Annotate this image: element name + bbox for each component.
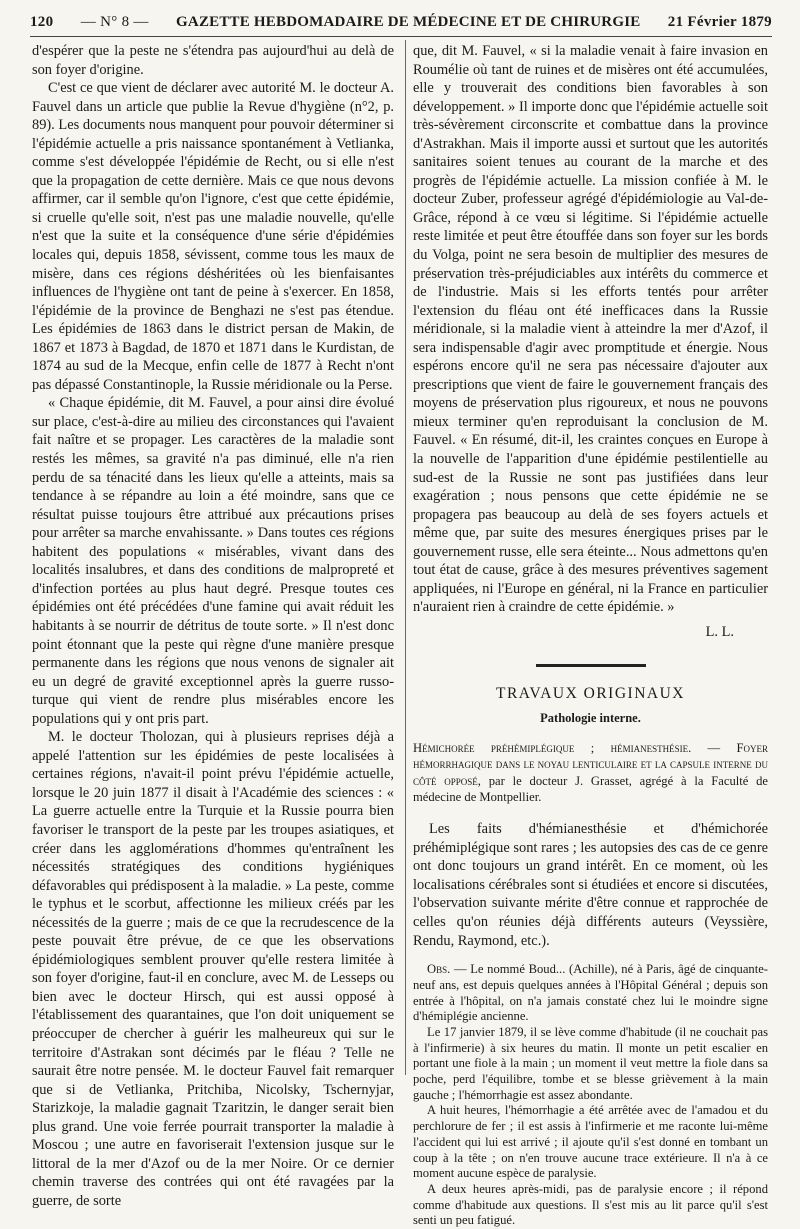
paragraph: C'est ce que vient de déclarer avec autorité M. le docteur A. Fauvel dans un article que publie la Revue d'hygiène (n°2, p. 89). Les documents nous manquent pour pouvoir déterminer si l'épidémie actuelle a pris naissance spontanément à Vetlianka, comme s'est développée l'épidémie de Recht, ou si elle n'est que la propagation de cette dernière. Mais ce que nous devons affirmer, car il semble qu'on l'ignore, c'est que cette épidémie, si cruelle qu'elle soit, n'est pas une maladie nouvelle, qu'elle n'est que la suite et la conséquence d'une série d'épidémies locales qui, depuis 1858, sévissent, comme tous les maux de misère, dans ces régions déshéritées où les bienfaisantes influences de l'hygiène ont tant de peine à s'exercer. En 1858, l'épidémie de la province de Benghazi ne s'est pas étendue. Les épidémies de 1863 dans le district persan de Makin, de 1867 et 1873 à Bagdad, de 1870 et 1871 dans le Kurdistan, de 1874 au sud de la Mecque, enfin celle de 1877 à Recht n'ont pas dépassé Constantinople, la Russie méridionale ou la Perse. <box>32 80 394 393</box>
journal-title: GAZETTE HEBDOMADAIRE DE MÉDECINE ET DE CHIRURGIE <box>176 13 641 30</box>
column-divider <box>405 40 406 1075</box>
right-column <box>413 42 768 1229</box>
issue-number: — N° 8 — <box>80 13 149 30</box>
paragraph: « Chaque épidémie, dit M. Fauvel, a pour ainsi dire évolué sur place, c'est-à-dire au milieu des circonstances qui l'avaient fait naître et se propager. Les caractères de la maladie sont restés les mêmes, sa gravité n'a pas diminué, elle n'a rien perdu de sa ténacité dans les lieux qu'elle a atteints, mais sa tendance à se répandre au loin a été moindre, sans que ce résultat puisse toujours être attribué aux précautions prises pour arrêter sa marche envahissante. » Dans toutes ces régions habitent des populations « misérables, vivant dans des localités insalubres, et dans des conditions de malpropreté et d'infection portées au plus haut degré. Presque toutes ces épidémies ont été précédées d'une famine qui avait réduit les habitants à se nourrir de détritus de toute sorte. » Il n'est donc point étonnant que la peste qui règne d'une manière presque permanente dans les régions que nous venons de signaler ait eu un degré de gravité exceptionnel après la guerre russo-turque qui vient de rendre plus misérables encore les populations qui y ont pris part. <box>32 395 394 727</box>
section-rule <box>536 664 646 667</box>
left-column <box>32 42 394 1210</box>
section-title: TRAVAUX ORIGINAUX <box>496 684 685 702</box>
article-title-caps: Hémichorée préhémiplégique ; hémianesthésie. — Foyer hémorrhagique dans le noyau lenticulaire et la capsule interne du côté opposé, <box>413 740 768 788</box>
running-header <box>30 8 772 37</box>
article-author: par le docteur J. Grasset, agrégé à la Faculté de médecine de Montpellier. <box>413 773 769 805</box>
observation-paragraph: Le 17 janvier 1879, il se lève comme d'habitude (il ne couchait pas à l'infirmerie) à six heures du matin. Il monte un petit escalier en portant une fiole à la main ; un moment il veut mettre la fiole dans sa poche, perd l'équilibre, tombe et se blesse grièvement à la main gauche ; l'hémorrhagie est assez abondante. <box>413 1024 768 1102</box>
observation-block <box>413 962 768 1229</box>
observation-paragraph: A huit heures, l'hémorrhagie a été arrêtée avec de l'amadou et du perchlorure de fer ; il est assis à l'infirmerie et me raconte lui-même l'accident qui lui est arrivé ; il ajoute qu'il s'est donné en tombant un coup à la tête ; on n'en trouve aucune trace extérieure. Il n'a à ce moment aucune espèce de paralysie. <box>413 1103 768 1181</box>
observation-paragraph: A deux heures après-midi, pas de paralysie encore ; il répond comme d'habitude aux questions. Il s'est mis au lit parce qu'il s'est senti un peu fatigué. <box>413 1181 768 1228</box>
issue-date: 21 Février 1879 <box>667 13 772 30</box>
observation-label: Obs. <box>427 962 451 977</box>
paragraph: d'espérer que la peste ne s'étendra pas aujourd'hui au delà de son foyer d'origine. <box>32 43 394 78</box>
article-intro: Les faits d'hémianesthésie et d'hémichorée préhémiplégique sont rares ; les autopsies des cas de ce genre ont donc toujours un grand intérêt. En ce moment, où les localisations cérébrales sont si étudiées et encore si discutées, l'observation suivante mérite d'être connue et rapprochée de celles qu'on réunies déjà différents auteurs (Veyssière, Rendu, Raymond, etc.). <box>413 820 768 949</box>
paragraph: M. le docteur Tholozan, qui à plusieurs reprises déjà a appelé l'attention sur les épidémies de peste localisées à certaines régions, n'avait-il point prévu l'épidémie actuelle, lorsque le 20 juin 1877 il disait à l'Académie des sciences : « La guerre actuelle entre la Turquie et la Russie pourra bien favoriser le transport de la peste par les troupes asiatiques, et créer dans les agglomérations d'hommes qu'entraînent les nécessités stratégiques des conditions hygiéniques défavorables qui prédisposent à la maladie. » La peste, comme le typhus et le scorbut, affectionne les milieux créés par les nécessités de la guerre ; mais de ce que la recrudescence de la peste pouvait être prévue, de ce que les observations épidémiologiques semblent prouver qu'elle restera limitée à son foyer d'origine, faut-il en conclure, avec M. de Lesseps ou bien avec le docteur Hirsch, qui est aussi opposé à l'établissement des quarantaines, que l'on doit uniquement se préoccuper de chercher à guérir les malheureux qui sur le territoire d'Astrakan sont décimés par le fléau ? Telle ne saurait être notre pensée. M. le docteur Fauvel fait remarquer que si de Vetlianka, Pritchiba, Nicolsky, Tschernyjar, Starizkoje, la maladie gagnait Tzaritzin, le danger serait bien plus grand. Une voie ferrée pourrait transporter la maladie à Moscou ; une autre en favoriserait l'extension jusque sur le littoral de la mer d'Azof ou de la mer Noire. Or ce dernier chemin traverse des contrées qui ont été ravagées par la guerre, de sorte <box>32 729 394 1209</box>
article-title <box>413 740 768 806</box>
observation-paragraph <box>413 962 768 1025</box>
page-number: 120 <box>30 13 54 30</box>
signature: L. L. <box>705 623 734 640</box>
paragraph: que, dit M. Fauvel, « si la maladie venait à faire invasion en Roumélie où tant de ruines et de misères ont été accumulées, elle y trouverait des conditions bien favorables à son développement. » Il importe donc que l'épidémie actuelle soit très-sévèrement circonscrite et combattue dans la province d'Astrakhan. Mais il importe aussi et surtout que les autorités sanitaires soient tenues au courant de la marche et des progrès de l'épidémie actuelle. La mission confiée à M. le docteur Zuber, professeur agrégé d'épidémiologie au Val-de-Grâce, répond à ce vœu si légitime. Si l'épidémie actuelle reste limitée et peut être étouffée dans son foyer sur les bords du Volga, point ne sera besoin de multiplier des mesures de préservation très-préjudiciables aux intérêts du commerce et de l'industrie. Mais si les efforts tentés pour arrêter l'extension du fléau ont été inefficaces dans la Russie méridionale, si la maladie vient à atteindre la mer d'Azof, il sera indispensable d'agir avec promptitude et énergie. Nous espérons encore qu'il ne sera pas nécessaire d'ajouter aux prescriptions que vient de faire le gouvernement français des moyens de préservation plus rigoureux, et nous ne pouvons mieux terminer qu'en reproduisant la conclusion de M. Fauvel. « En résumé, dit-il, les craintes conçues en Europe à la nouvelle de l'apparition d'une épidémie pestilentielle au sud-est de la Russie ne sont pas justifiées dans leur exagération ; nous pensons que cette épidémie ne se propagera pas beaucoup au delà de ses foyers actuels et même que, par suite des mesures énergiques prises par le gouvernement russe, elle sera éteinte... Nous admettons qu'en tout état de cause, grâce à des mesures préventives sagement appliquées, ni l'Europe en général, ni la France en particulier n'auraient rien à craindre de cette épidémie. » <box>413 43 768 616</box>
section-subtitle: Pathologie interne. <box>540 711 641 726</box>
observation-text: — Le nommé Boud... (Achille), né à Paris, âgé de cinquante-neuf ans, est depuis quelques années à l'Hôpital Général ; depuis son entrée à l'hôpital, on n'a jamais constaté chez lui le moindre signe d'hémiplégie ancienne. <box>413 962 768 1024</box>
